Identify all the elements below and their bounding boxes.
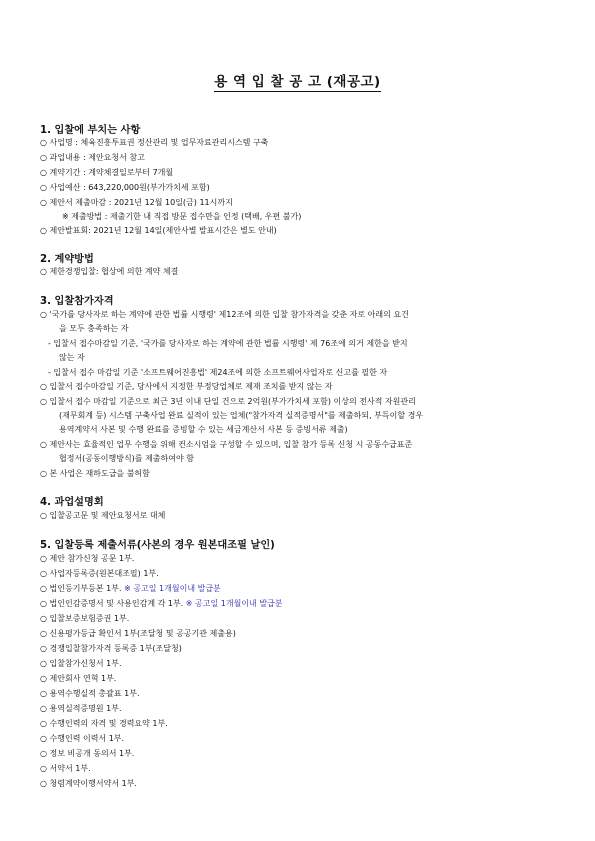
- s1-item: ○ 사업예산 : 643,220,000원(부가가치세 포함): [40, 183, 210, 192]
- s1-item: ○ 사업명 : 체육진흥투표권 정산관리 및 업무자료관리시스템 구축: [40, 138, 269, 147]
- s3-line: ○ '국가를 당사자로 하는 계약에 관한 법률 시행령' 제12조에 의한 입찰 참가자격을 갖춘 자로 아래의 요건: [40, 310, 409, 319]
- s3-line: ○ 본 사업은 재하도급을 불허함: [40, 469, 150, 478]
- s1-item: ○ 과업내용 : 제안요청서 참고: [40, 153, 145, 162]
- s2-item: ○ 제한경쟁입찰: 협상에 의한 계약 체결: [40, 267, 179, 276]
- s5-item: ○ 수행인력의 자격 및 경력요약 1부.: [40, 719, 168, 728]
- s5-item: ○ 경쟁입찰참가자격 등록증 1부(조달청): [40, 644, 182, 653]
- s5-item: ○ 법인등기부등본 1부. ※ 공고일 1개월이내 발급분: [40, 584, 221, 593]
- section-4-heading: 4. 과업설명회: [40, 497, 104, 508]
- s1-sub-note: ※ 제출방법 : 제출기한 내 직접 방문 접수만을 인정 (택배, 우편 불가): [62, 212, 302, 221]
- s5-item: ○ 법인인감증명서 및 사용인감계 각 1부. ※ 공고일 1개월이내 발급분: [40, 599, 283, 608]
- s3-line: (재무회계 등) 시스템 구축사업 완료 실적이 있는 업체("참가자격 실적증명서"를 제출하되, 부득이할 경우: [59, 411, 424, 420]
- s5-item: ○ 신용평가등급 확인서 1부(조달청 및 공공기관 제출용): [40, 629, 236, 638]
- s3-line: 않는 자: [59, 353, 85, 362]
- section-5-heading: 5. 입찰등록 제출서류(사본의 경우 원본대조필 날인): [40, 540, 275, 551]
- s5-item: ○ 입찰보증보험증권 1부.: [40, 614, 130, 623]
- s3-line: - 입찰서 접수마감일 기준, '국가를 당사자로 하는 계약에 관한 법률 시행령' 제 76조에 의거 제한을 받지: [48, 339, 408, 348]
- s5-item-note: ※ 공고일 1개월이내 발급분: [124, 584, 221, 593]
- s4-item: ○ 입찰공고문 및 제안요청서로 대체: [40, 511, 166, 520]
- s1-item: ○ 제안서 제출마감 : 2021년 12월 10일(금) 11시까지: [40, 198, 233, 207]
- s5-item: ○ 용역실적증명원 1부.: [40, 704, 122, 713]
- s5-item: ○ 수행인력 이력서 1부.: [40, 734, 125, 743]
- s3-line: - 입찰서 접수 마감일 기준 '소프트웨어진흥법' 제24조에 의한 소프트웨어사업자로 신고를 필한 자: [48, 368, 388, 377]
- s5-item-note: ※ 공고일 1개월이내 발급분: [185, 599, 283, 608]
- s5-item: ○ 용역수행실적 총괄표 1부.: [40, 689, 140, 698]
- s3-line: ○ 입찰서 접수마감일 기준, 당사에서 지정한 부정당업체로 제재 조치를 받지 않는 자: [40, 382, 333, 391]
- s3-line: 협정서(공동이행방식)를 제출하여야 함: [59, 454, 194, 463]
- document-title: 용 역 입 찰 공 고 (재공고): [214, 74, 381, 90]
- section-2-heading: 2. 계약방법: [40, 254, 94, 265]
- s3-line: ○ 입찰서 접수 마감일 기준으로 최근 3년 이내 단일 건으로 2억원(부가가치세 포함) 이상의 전사적 자원관리: [40, 397, 416, 406]
- section-1-heading: 1. 입찰에 부치는 사항: [40, 125, 141, 136]
- s5-item: ○ 청렴계약이행서약서 1부.: [40, 779, 137, 788]
- s1-item: ○ 계약기간 : 계약체결일로부터 7개월: [40, 168, 174, 177]
- s3-line: 용역계약서 사본 및 수행 완료를 증빙할 수 있는 세금계산서 사본 등 증빙서류 제출): [59, 425, 348, 434]
- s5-item: ○ 제안회사 연혁 1부.: [40, 674, 117, 683]
- s3-line: 을 모두 충족하는 자: [59, 324, 129, 333]
- s5-item: ○ 정보 비공개 동의서 1부.: [40, 749, 135, 758]
- s3-line: ○ 제안사는 효율적인 업무 수행을 위해 컨소시엄을 구성할 수 있으며, 입찰 참가 등록 신청 시 공동수급표준: [40, 440, 413, 449]
- s5-item: ○ 서약서 1부.: [40, 764, 91, 773]
- s5-item: ○ 사업자등록증(원본대조필) 1부.: [40, 569, 159, 578]
- s5-item: ○ 입찰참가신청서 1부.: [40, 659, 122, 668]
- section-3-heading: 3. 입찰참가자격: [40, 296, 114, 307]
- s5-item: ○ 제안 참가신청 공문 1부.: [40, 554, 135, 563]
- s1-item: ○ 제안발표회: 2021년 12월 14일(제안사별 발표시간은 별도 안내): [40, 226, 277, 235]
